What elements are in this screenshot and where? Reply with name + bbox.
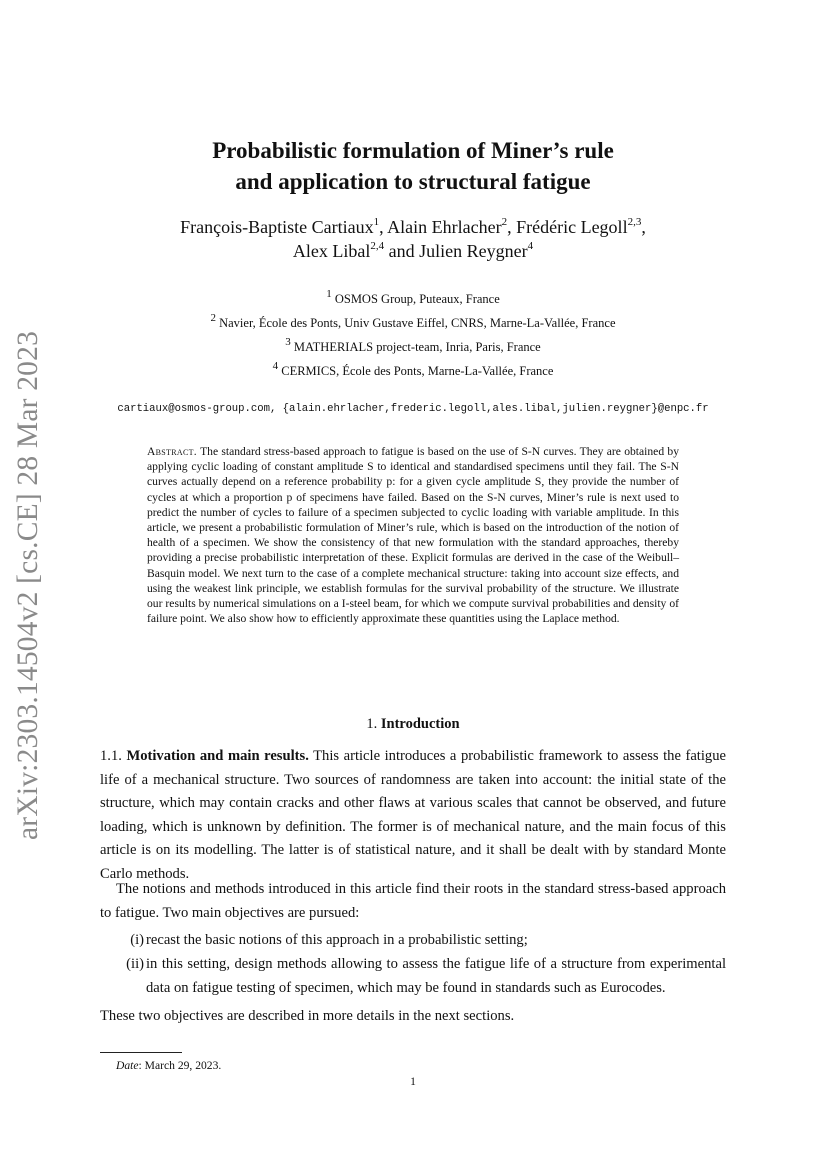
author-emails: cartiaux@osmos-group.com, {alain.ehrlacher,frederic.legoll,ales.libal,julien.reygner}@enpc.fr xyxy=(117,403,709,415)
affiliation-text: Navier, École des Ponts, Univ Gustave Eiffel, CNRS, Marne-La-Vallée, France xyxy=(219,316,616,330)
section-heading-introduction xyxy=(100,716,726,733)
objective-marker: (i) xyxy=(130,932,144,948)
subsection-title: Motivation and main results. xyxy=(126,748,309,764)
title-line-2: and application to structural fatigue xyxy=(235,169,591,194)
section-title: Introduction xyxy=(380,716,460,732)
author-name: Alex Libal xyxy=(292,241,371,261)
footnote-rule xyxy=(100,1052,182,1053)
author-name: François-Baptiste Cartiaux xyxy=(180,217,374,237)
author-affil-mark: 2,3 xyxy=(627,216,642,228)
author-affil-mark: 1 xyxy=(373,216,380,228)
page-number: 1 xyxy=(410,1075,416,1088)
author-name: Alain Ehrlacher xyxy=(387,217,502,237)
affiliation-3 xyxy=(100,335,726,355)
affiliation-text: MATHERIALS project-team, Inria, Paris, France xyxy=(293,340,541,354)
affiliation-number: 3 xyxy=(285,335,291,348)
paragraph-roots: The notions and methods introduced in this article find their roots in the standard stress-based approach to fatigue. Two main objectives are pursued: xyxy=(100,881,726,921)
author-name: Frédéric Legoll xyxy=(516,217,628,237)
footnote-value: : March 29, 2023. xyxy=(138,1059,222,1072)
abstract-label: Abstract. xyxy=(147,445,197,458)
subsection-number: 1.1. xyxy=(100,748,122,764)
affiliation-text: CERMICS, École des Ponts, Marne-La-Vallée, France xyxy=(281,364,554,378)
paragraph-objectives-summary: These two objectives are described in more details in the next sections. xyxy=(100,1008,515,1024)
title-line-1: Probabilistic formulation of Miner’s rule xyxy=(212,138,614,163)
affiliation-number: 2 xyxy=(210,311,216,324)
author-list xyxy=(100,215,726,263)
affiliation-4 xyxy=(100,359,726,379)
paper-title xyxy=(100,135,726,197)
author-line-2: Alex Libal$^{2,4}$ and Julien Reygner$^4$ xyxy=(292,240,534,261)
subsection-paragraph xyxy=(100,745,726,886)
objective-text: in this setting, design methods allowing to assess the fatigue life of a structure from experimental data on fatigue testing of specimen, which may be found in standards such as Eurocodes. xyxy=(146,956,726,996)
affiliation-2 xyxy=(100,311,726,331)
affiliation-number: 1 xyxy=(326,287,332,300)
affiliation-1 xyxy=(100,287,726,307)
author-affil-mark: 4 xyxy=(527,240,534,252)
abstract xyxy=(147,444,679,626)
objective-marker: (ii) xyxy=(126,956,144,972)
arxiv-identifier: arXiv:2303.14504v2 [cs.CE] 28 Mar 2023 xyxy=(12,330,44,840)
footnote-label: Date xyxy=(116,1059,139,1072)
subsection-text: This article introduces a probabilistic framework to assess the fatigue life of a mechanical structure. Two sources of randomness are taken into account: the initial state of the structure, which may contain cracks and other flaws at various scales that cannot be observed, and future loading, which is unknown by definition. The former is of mechanical nature, and the main focus of this article is on its modelling. The latter is of statistical nature, and it shall be dealt with by standard Monte Carlo methods. xyxy=(100,748,726,882)
author-line-1: François-Baptiste Cartiaux$^1$, Alain Ehrlacher$^2$, Frédéric Legoll$^{2,3}$, xyxy=(180,216,646,237)
affiliation-number: 4 xyxy=(272,359,279,372)
objective-text: recast the basic notions of this approach in a probabilistic setting; xyxy=(146,932,528,948)
arxiv-stamp xyxy=(12,330,72,900)
footnote-date xyxy=(116,1059,221,1072)
author-name: Julien Reygner xyxy=(419,241,528,261)
affiliation-text: OSMOS Group, Puteaux, France xyxy=(334,292,500,306)
section-number: 1. xyxy=(366,716,378,732)
abstract-text: The standard stress-based approach to fatigue is based on the use of S-N curves. They are obtained by applying cyclic loading of constant amplitude S to identical and standardised specimens until they fail. The S-N curves actually depend on a reference probability p: for a given cycle amplitude S, they provide the number of cycles at which a proportion p of specimens have failed. Based on the S-N curves, Miner’s rule is next used to predict the number of cycles to failure of a specimen subjected to cyclic loading with variable amplitude. In this article, we present a probabilistic formulation of Miner’s rule, which is based on the introduction of the notion of health of a specimen. We show the consistency of that new formulation with the standard approaches, thereby providing a precise probabilistic interpretation of these. Explicit formulas are derived in the case of the Weibull–Basquin model. We next turn to the case of a complete mechanical structure: taking into account size effects, and using the weakest link principle, we establish formulas for the survival probability of the structure. We illustrate our results by numerical simulations on a I-steel beam, for which we compute survival probabilities and density of failure point. We also show how to efficiently approximate these quantities using the Laplace method. xyxy=(147,445,679,626)
author-affil-mark: 2,4 xyxy=(370,240,385,252)
author-affil-mark: 2 xyxy=(501,216,508,228)
